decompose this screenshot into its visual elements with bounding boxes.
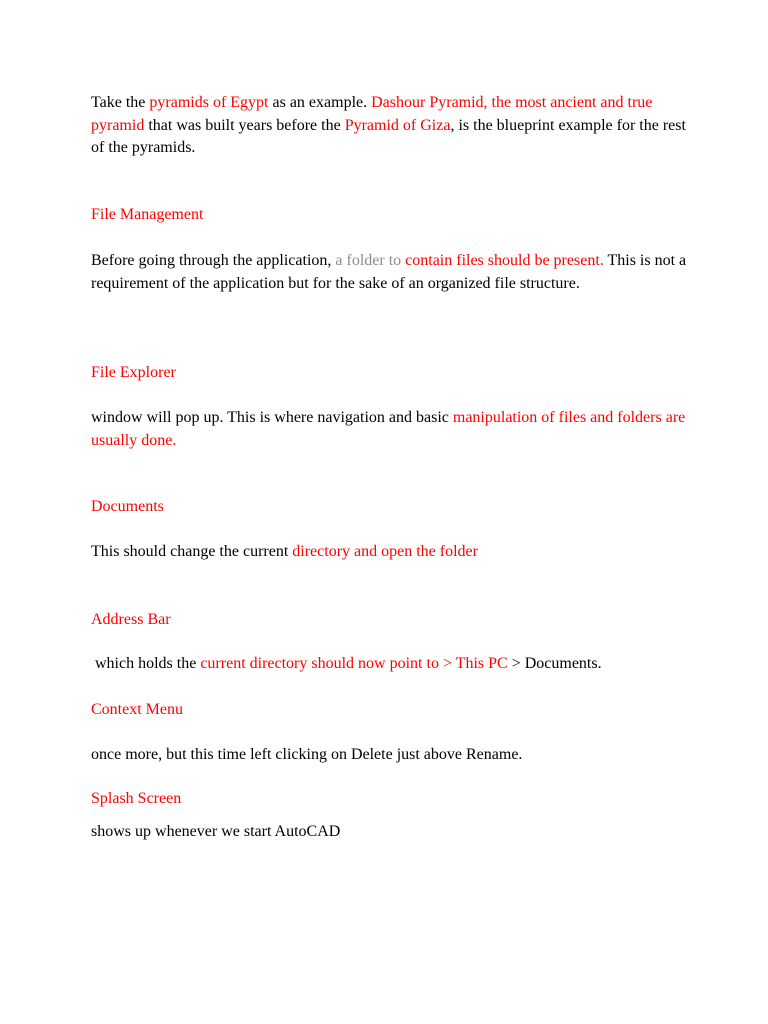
file-management-text-1: Before going through the application, [91,252,336,269]
heading-context-menu: Context Menu [91,701,183,718]
file-explorer-highlight: manipulation of files and folders are usually done. [91,409,686,449]
file-management-gray-text: a folder to [335,252,402,269]
file-management-paragraph [91,250,691,295]
intro-text-4: , is the blueprint example for the rest of the pyramids. [91,116,686,156]
intro-highlight-pyramid-of-giza: Pyramid of Giza [344,116,451,134]
address-bar-text-1: which holds the [91,655,201,672]
address-bar-text-2: > Documents. [507,655,602,672]
documents-text: This should change the current [91,543,293,560]
intro-text-3: that was built years before the [144,116,345,134]
address-bar-paragraph [91,653,691,676]
documents-paragraph [91,541,691,564]
intro-paragraph [91,92,691,160]
heading-address-bar: Address Bar [91,611,171,628]
documents-highlight: directory and open the folder [292,543,478,560]
file-explorer-text: window will pop up. This is where navigation and basic [91,409,453,426]
intro-highlight-pyramids-of-egypt: pyramids of Egypt [149,94,269,111]
address-bar-highlight: current directory should now point to > This PC [200,655,508,672]
intro-text-1: Take the [91,94,150,111]
heading-documents: Documents [91,498,164,515]
heading-file-explorer: File Explorer [91,364,176,381]
heading-splash-screen: Splash Screen [91,790,182,807]
file-management-highlight: contain files should be present. [405,252,604,269]
heading-file-management: File Management [91,206,204,223]
file-management-text-2: This is not a requirement of the application but for the sake of an organized file structure. [91,252,687,292]
intro-highlight-dashour-pyramid: Dashour Pyramid, the most ancient and true pyramid [91,94,653,134]
intro-text-2: as an example. [268,94,372,111]
splash-screen-paragraph: shows up whenever we start AutoCAD [91,823,341,840]
file-explorer-paragraph [91,407,691,452]
context-menu-paragraph: once more, but this time left clicking on Delete just above Rename. [91,746,523,763]
